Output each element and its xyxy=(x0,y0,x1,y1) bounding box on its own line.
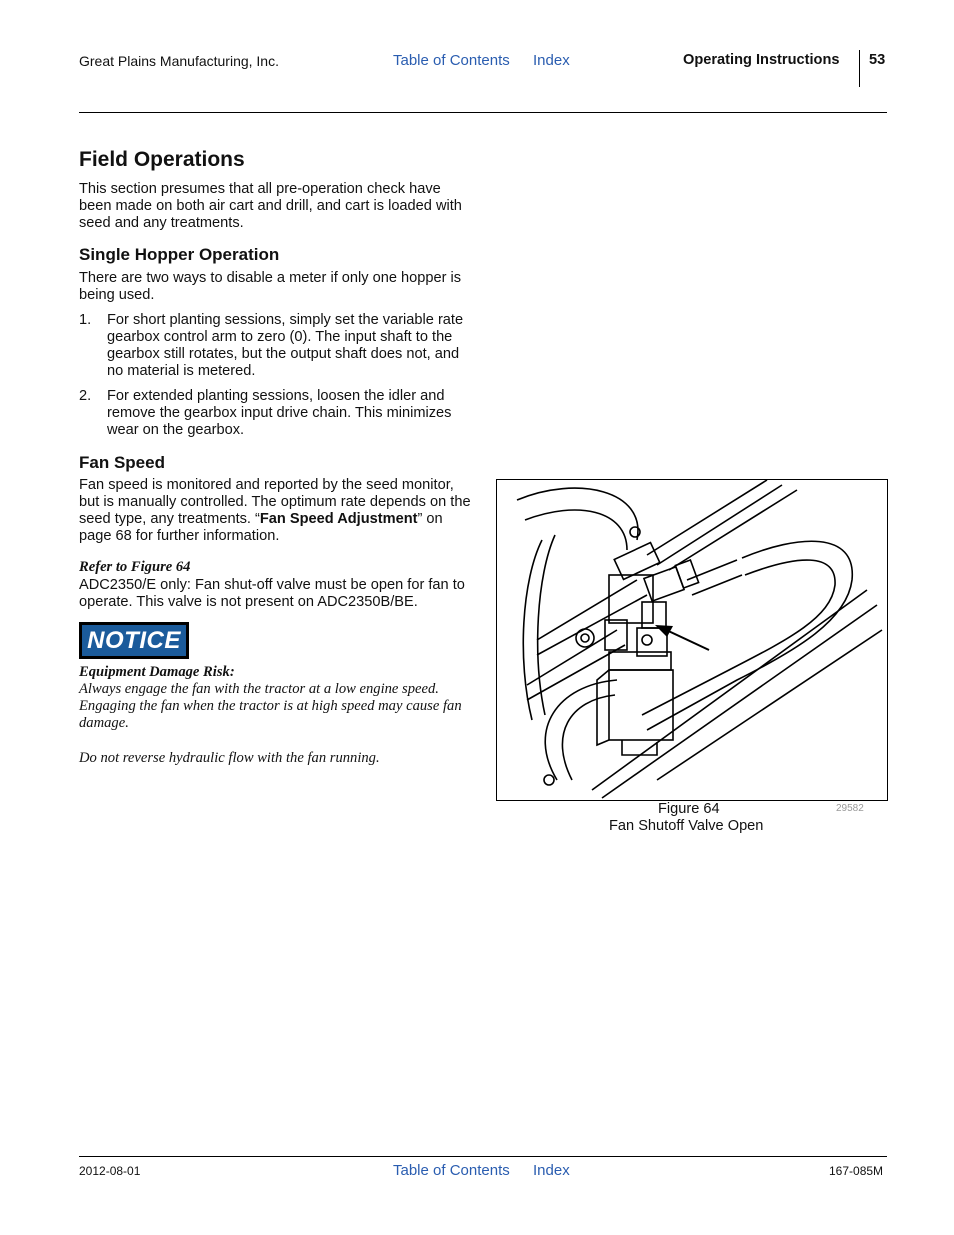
fan-speed-paragraph xyxy=(79,477,471,545)
footer-doc-number: 167-085M xyxy=(829,1164,884,1178)
fan-speed-adjustment-link[interactable]: Fan Speed Adjustment xyxy=(259,511,418,527)
fan-speed-heading: Fan Speed xyxy=(79,453,165,472)
notice-badge xyxy=(79,622,189,659)
header-divider xyxy=(859,50,860,87)
list-number: 2. xyxy=(79,388,92,404)
footer-toc-link[interactable]: Table of Contents xyxy=(393,1162,510,1179)
header-toc-link[interactable]: Table of Contents xyxy=(393,52,510,69)
footer-date: 2012-08-01 xyxy=(79,1164,141,1178)
intro-paragraph: This section presumes that all pre-operation check have been made on both air cart and drill, and cart is loaded with seed and any treatments. xyxy=(79,181,462,231)
company-name: Great Plains Manufacturing, Inc. xyxy=(79,53,279,69)
figure-frame xyxy=(496,479,888,801)
footer-rule xyxy=(79,1156,887,1157)
footer-index-link[interactable]: Index xyxy=(533,1162,570,1179)
fan-shutoff-valve-illustration xyxy=(497,480,887,800)
risk-title: Equipment Damage Risk: xyxy=(79,664,235,680)
list-text: For short planting sessions, simply set the variable rate gearbox control arm to zero (0). The input shaft to the gearbox still rotates, but the output shaft does not, and no material is metered. xyxy=(107,312,464,379)
refer-to-figure: Refer to Figure 64 xyxy=(79,559,191,575)
section-title: Operating Instructions xyxy=(683,52,840,68)
figure-caption: Fan Shutoff Valve Open xyxy=(609,818,764,834)
risk-text-2: Do not reverse hydraulic flow with the fan running. xyxy=(79,750,380,766)
page-title: Field Operations xyxy=(79,148,245,171)
list-number: 1. xyxy=(79,312,92,328)
single-hopper-heading: Single Hopper Operation xyxy=(79,245,280,264)
risk-text: Always engage the fan with the tractor at a low engine speed. Engaging the fan when the tractor is at high speed may cause fan damage. xyxy=(79,681,462,731)
single-hopper-intro: There are two ways to disable a meter if only one hopper is being used. xyxy=(79,270,462,303)
fan-speed-text-1: Fan speed is monitored and reported by the seed monitor, but is manually controlled. The optimum rate depends on the seed type, any treatments. “ xyxy=(79,477,471,527)
figure-number: Figure 64 xyxy=(658,801,720,817)
fan-speed-text-2: ” on page 68 for further information. xyxy=(79,511,443,544)
header-rule xyxy=(79,112,887,113)
figure-image-id: 29582 xyxy=(836,803,864,814)
page-number: 53 xyxy=(869,52,886,68)
notice-label: NOTICE xyxy=(82,625,186,656)
header-index-link[interactable]: Index xyxy=(533,52,570,69)
adc-note: ADC2350/E only: Fan shut-off valve must be open for fan to operate. This valve is not present on ADC2350B/BE. xyxy=(79,577,465,610)
list-text: For extended planting sessions, loosen the idler and remove the gearbox input drive chain. This minimizes wear on the gearbox. xyxy=(107,388,452,438)
